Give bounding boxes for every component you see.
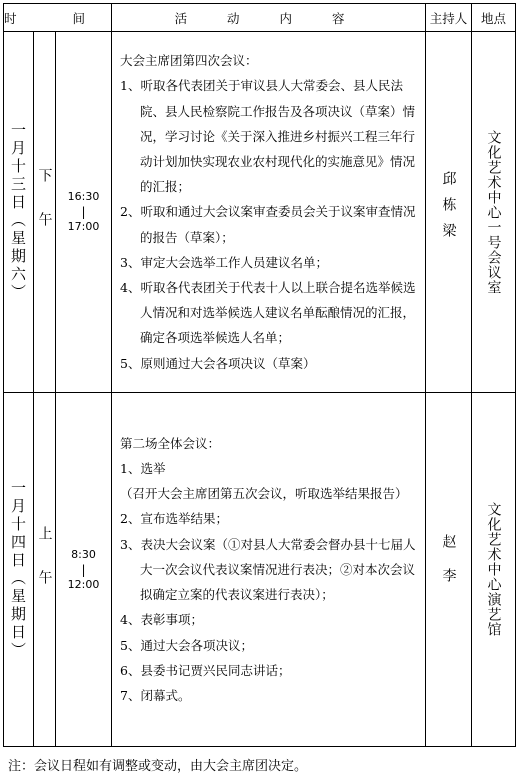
session-title: 第二场全体会议： — [120, 435, 221, 451]
header-host: 主持人 — [426, 4, 472, 32]
session-time: 8:30 | 12:00 — [56, 393, 112, 747]
session-content — [112, 393, 426, 747]
agenda-item: 5、原则通过大会各项决议（草案） — [120, 355, 316, 371]
agenda-item: 6、县委书记贾兴民同志讲话； — [120, 662, 291, 678]
agenda-item: （召开大会主席团第五次会议，听取选举结果报告） — [120, 486, 408, 502]
agenda-item: 2、宣布选举结果； — [120, 511, 228, 527]
session-content — [112, 32, 426, 393]
header-row — [4, 4, 516, 32]
session-title: 大会主席团第四次会议： — [120, 53, 258, 69]
session-host: 邱栋梁 — [426, 32, 472, 393]
agenda-item: 2、听取和通过大会议案审查委员会关于议案审查情况的报告（草案）； — [120, 204, 416, 245]
header-place: 地点 — [472, 4, 516, 32]
session-host: 赵李 — [426, 393, 472, 747]
agenda-item: 3、表决大会议案（①对县人大常委会督办县十七届人大一次会议代表议案情况进行表决；②对本次会议拟确定立案的代表议案进行表决）； — [120, 536, 416, 603]
session-date: 一月十三日（星期六） — [4, 32, 34, 393]
session-period: 下午 — [34, 32, 56, 393]
session-period: 上午 — [34, 393, 56, 747]
session-place: 文化艺术中心一号会议室 — [472, 32, 516, 393]
session-row — [4, 393, 516, 747]
agenda-item: 3、审定大会选举工作人员建议名单； — [120, 254, 328, 270]
header-activity: 活 动 内 容 — [112, 4, 426, 32]
session-place: 文化艺术中心演艺馆 — [472, 393, 516, 747]
agenda-item: 1、听取各代表团关于审议县人大常委会、县人民法院、县人民检察院工作报告及各项决议（草案）情况，学习讨论《关于深入推进乡村振兴工程三年行动计划加快实现农业农村现代化的实施意见》情况的汇报； — [120, 78, 416, 195]
agenda-item: 5、通过大会各项决议； — [120, 637, 253, 653]
footnote: 注：会议日程如有调整或变动，由大会主席团决定。 — [8, 759, 308, 774]
session-row — [4, 32, 516, 393]
header-time: 时 间 — [4, 4, 112, 32]
session-time: 16:30 | 17:00 — [56, 32, 112, 393]
schedule-table — [3, 3, 516, 747]
session-date: 一月十四日（星期日） — [4, 393, 34, 747]
agenda-item: 1、选举 — [120, 461, 166, 477]
agenda-item: 4、听取各代表团关于代表十人以上联合提名选举候选人情况和对选举候选人建议名单酝酿情况的汇报，确定各项选举候选人名单； — [120, 280, 416, 346]
agenda-item: 7、闭幕式。 — [120, 687, 191, 703]
agenda-item: 4、表彰事项； — [120, 612, 203, 628]
